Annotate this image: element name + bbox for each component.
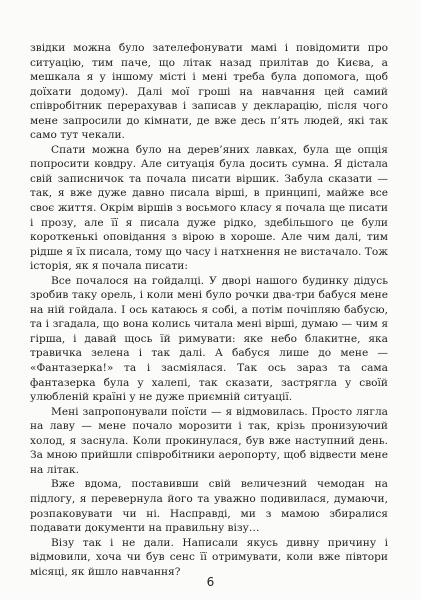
- paragraph-2: Спати можна було на дерев’яних лавках, була ще опція попросити ковдру. Але ситуація була досить сумна. Я дістала свій записничок та почала писати віршик. Забула сказати — так, я вже дуже давно писала вірші, в принципі, майже все своє життя. Окрім віршів з восьмого класу я почала ще писати і прозу, але її я писала дуже рідко, здебільшого це були короткенькі оповідання з вірою в хороше. Але чим далі, тим рідше я їх писала, тому що часу і натхнення не вистачало. Тож історія, як я почала писати:: [30, 143, 388, 273]
- paragraph-5: Вже вдома, поставивши свій величезний чемодан на підлогу, я перевернула його та уважно подивилася, думаючи, розпаковувати чи ні. Насправді, ми з мамою збиралися подавати документи на правильну візу…: [30, 478, 388, 535]
- paragraph-3: Все почалося на гойдалці. У дворі нашого будинку дідусь зробив таку орель, і коли мені було рочки два-три бабуся мене на ній гойдала. І ось катаюсь я собі, а потім почіпляю бабусю, та і згадала, що вона колись читала мені вірші, думаю — чим я гірша, і давай щось їй римувати: яке небо блакитне, яка травичка зелена і так далі. А бабуся лише до мене — «Фантазерка!» та і засміялася. Так ось зараз та сама фантазерка була у халепі, так сказати, застрягла у своїй улюбленій країні у не дуже приємній ситуації.: [30, 274, 388, 404]
- paragraph-4: Мені запропонували поїсти — я відмовилась. Просто лягла на лаву — мене почало морозити і так, крізь пронизуючий холод, я заснула. Коли прокинулася, був вже наступний день. За мною прийшли співробітники аеропорту, щоб відвести мене на літак.: [30, 405, 388, 476]
- page-number: 6: [206, 575, 215, 589]
- paragraph-1: звідки можна було зателефонувати мамі і повідомити про ситуацію, тим паче, що літак назад прилітав до Києва, а мешкала я у іншому місті і мені треба була допомога, щоб доїхати додому). Далі мої гроші на навчання цей самий співробітник перерахував і записав у декларацію, після чого мене запросили до кімнати, де вже десь п’ять людей, які так само тут чекали.: [30, 42, 388, 142]
- paragraph-6: Візу так і не дали. Написали якусь дивну причину і відмовили, хоча чи був сенс її отримувати, коли вже півтори місяці, як йшло навчання?: [30, 536, 388, 578]
- body-text: [30, 41, 388, 579]
